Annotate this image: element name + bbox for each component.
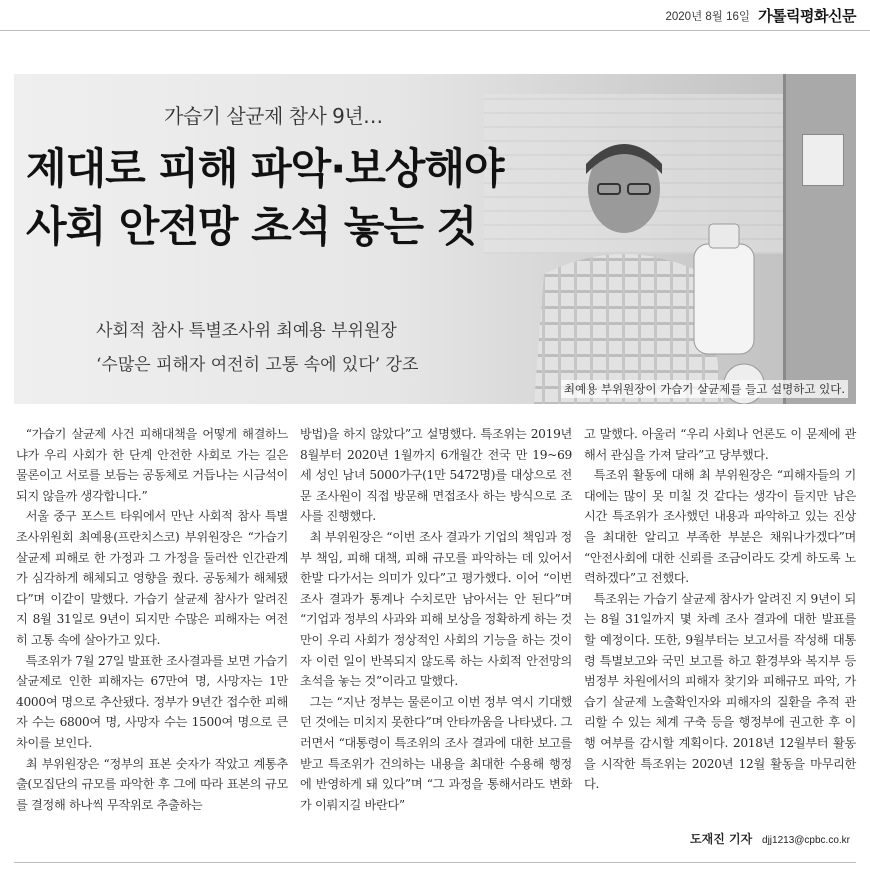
paragraph: 서울 중구 포스트 타워에서 만난 사회적 참사 특별조사위원회 최예용(프란치스코) 부위원장은 “가습기 살균제 피해로 한 가정과 그 가정을 둘러싼 인간관계가 심각하게 해체되고 영향을 줬다. 공동체가 해체됐다”며 이같이 말했다. 가습기 살균제 참사가 알려진 지 8월 31일로 9년이 되지만 수많은 피해자는 여전히 고통 속에 살아가고 있다. xyxy=(16,509,288,647)
reporter-name: 도재진 기자 xyxy=(690,832,753,846)
headline-line: 사회 안전망 초석 놓는 것 xyxy=(26,202,477,251)
reporter-email[interactable]: djj1213@cpbc.co.kr xyxy=(762,835,850,846)
article-body xyxy=(16,424,856,844)
photo-caption-text: 최예용 부위원장이 가습기 살균제를 들고 설명하고 있다. xyxy=(561,380,848,398)
interviewee-photo xyxy=(494,114,784,404)
office-door xyxy=(783,74,856,404)
paragraph: 특조위가 7월 27일 발표한 조사결과를 보면 가습기 살균제로 인한 피해자는 67만여 명, 사망자는 1만 4000여 명으로 추산됐다. 정부가 9년간 접수한 피해자 수는 6800여 명, 사망자 수는 1500여 명으로 큰 차이를 보인다. xyxy=(16,653,288,750)
paragraph: 최 부위원장은 “정부의 표본 숫자가 작았고 계통추출(모집단의 규모를 파악한 후 그에 따라 표본의 규모를 결정해 하나씩 무작위로 추출하는 xyxy=(16,756,288,812)
subheadline xyxy=(96,314,418,382)
article-column-1 xyxy=(16,424,288,844)
newspaper-name: 가톨릭평화신문 xyxy=(758,7,856,25)
paragraph: 특조위 활동에 대해 최 부위원장은 “피해자들의 기대에는 많이 못 미칠 것 같다는 생각이 들지만 남은 시간 특조위가 조사했던 내용과 파악하고 있는 진상을 최대한 알리고 부족한 부분은 채워나가겠다”며 “안전사회에 대한 신뢰를 조금이라도 갖게 하도록 노력하겠다”고 전했다. xyxy=(584,468,856,586)
paragraph: “가습기 살균제 사건 피해대책을 어떻게 해결하느냐가 우리 사회가 한 단계 안전한 사회로 가는 길은 물론이고 서로를 보듬는 공동체로 거듭나는 시금석이 되지 않을까 생각합니다.” xyxy=(16,427,288,503)
door-sign xyxy=(802,134,844,186)
headline-kicker: 가습기 살균제 참사 9년… xyxy=(164,104,383,128)
hero-photo-banner xyxy=(14,74,856,404)
subhead-line: 사회적 참사 특별조사위 최예용 부위원장 xyxy=(96,321,397,341)
bottom-divider xyxy=(14,862,856,863)
headline xyxy=(26,140,504,256)
byline xyxy=(690,830,850,847)
headline-line: 제대로 피해 파악·보상해야 xyxy=(26,144,504,193)
paragraph: 특조위는 가습기 살균제 참사가 알려진 지 9년이 되는 8월 31일까지 몇 차례 조사 결과에 대한 발표를 할 예정이다. 또한, 9월부터는 보고서를 작성해 대통령 특별보고와 국민 보고를 하고 환경부와 복지부 등 범정부 차원에서의 피해자 찾기와 피해규모 파악, 가습기 살균제 노출확인자와 피해자의 질환을 추적 관리할 수 있는 체계 구축 등을 행정부에 권고한 후 이행 여부를 감시할 계획이다. 2018년 12월부터 활동을 시작한 특조위는 2020년 12월 활동을 마무리한다. xyxy=(584,591,856,792)
paragraph: 그는 “지난 정부는 물론이고 이번 정부 역시 기대했던 것에는 미치지 못한다”며 안타까움을 나타냈다. 그러면서 “대통령이 특조위의 조사 결과에 대한 보고를 받고 특조위가 건의하는 내용을 최대한 수용해 행정에 반영하게 돼 있다”며 “그 과정을 통해서라도 변화가 이뤄지길 바란다” xyxy=(300,694,572,812)
subhead-line: ‘수많은 피해자 여전히 고통 속에 있다’ 강조 xyxy=(96,355,419,375)
paragraph: 방법)을 하지 않았다”고 설명했다. 특조위는 2019년 8월부터 2020년 1월까지 6개월간 전국 만 19~69세 성인 남녀 5000가구(1만 5472명)를 대상으로 전문 조사원이 직접 방문해 면접조사 하는 방식으로 조사를 진행했다. xyxy=(300,427,572,524)
article-column-2 xyxy=(300,424,572,844)
paragraph: 최 부위원장은 “이번 조사 결과가 기업의 책임과 정부 책임, 피해 대책, 피해 규모를 파악하는 데 있어서 한발 다가서는 의미가 있다”고 평가했다. 이어 “이번 조사 결과가 통계나 수치로만 남아서는 안 된다”며 “기업과 정부의 사과와 피해 보상을 정확하게 하는 것만이 우리 사회가 정상적인 사회의 기능을 하는 것이자 이런 일이 반복되지 않도록 하는 사회적 안전망의 초석을 놓는 것”이라고 말했다. xyxy=(300,529,572,689)
masthead xyxy=(0,0,870,31)
paragraph: 고 말했다. 아울러 “우리 사회나 언론도 이 문제에 관해서 관심을 가져 달라”고 당부했다. xyxy=(584,427,856,462)
article-column-3 xyxy=(584,424,856,844)
issue-date: 2020년 8월 16일 xyxy=(665,11,750,23)
